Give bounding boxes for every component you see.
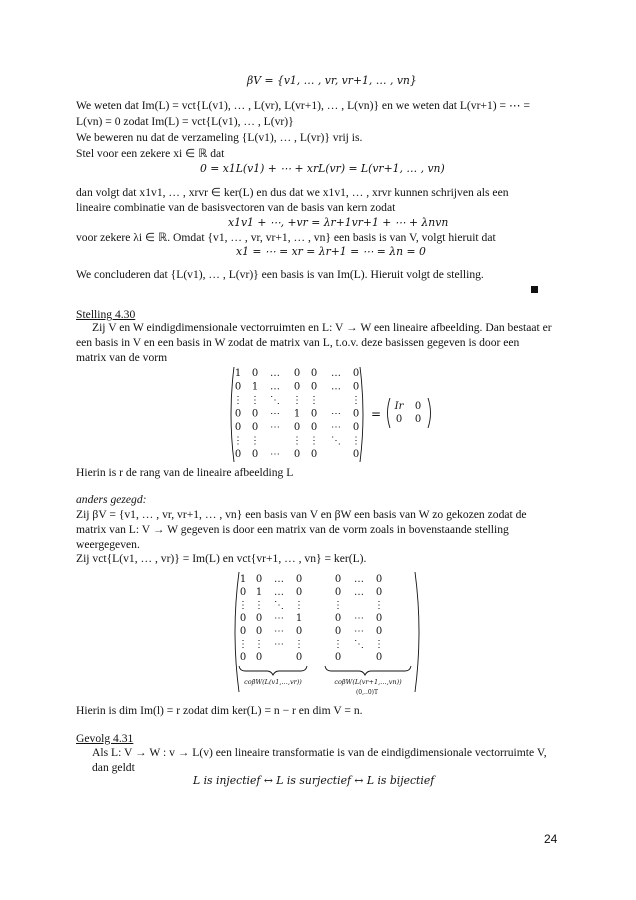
matrix-cell: ⋮ xyxy=(238,639,248,650)
text-line: We concluderen dat {L(v1), … , L(vr)} een basis is van Im(L). Hieruit volgt de stelling. xyxy=(76,268,484,281)
brace-label-right-sub: (0,..0)T xyxy=(355,689,379,696)
text-line: L(vn) = 0 zodat Im(L) = vct{L(v1), … , L(vr)} xyxy=(76,115,294,128)
matrix-cell: 0 xyxy=(293,381,301,393)
matrix-cell: 0 xyxy=(295,574,303,585)
matrix-cell: ⋯ xyxy=(274,639,284,650)
matrix-cell: ⋮ xyxy=(250,435,260,447)
text-line: Zij vct{L(v1, … , vr)} = Im(L) en vct{vr+1, … , vn} = ker(L). xyxy=(76,552,367,565)
matrix-cell: ⋯ xyxy=(270,449,280,460)
math-line: L is injectief ↔ L is surjectief ↔ L is bijectief xyxy=(193,774,435,787)
matrix-cell: 0 xyxy=(334,613,342,624)
matrix-anders-gezegd xyxy=(231,572,431,696)
block-cell: 0 xyxy=(395,414,403,425)
matrix-cell: 0 xyxy=(255,652,263,663)
text-line: dan volgt dat x1v1, … , xrvr ∈ ker(L) en dus dat we x1v1, … , xrvr kunnen schrijven als een xyxy=(76,186,509,199)
matrix-cell: ⋮ xyxy=(309,395,319,406)
math-line: x1v1 + ⋯, +vr = λr+1vr+1 + ⋯ + λnvn xyxy=(228,216,449,229)
text-line: Zij V en W eindigdimensionale vectorruimten en L: V → W een lineaire afbeelding. Dan bestaat er xyxy=(92,321,552,334)
matrix-cell: 0 xyxy=(310,422,318,433)
matrix-cell: 1 xyxy=(239,574,247,585)
text-line: dan geldt xyxy=(92,761,135,774)
text-line: Stel voor een zekere xi ∈ ℝ dat xyxy=(76,147,225,160)
matrix-cell: ⋮ xyxy=(294,600,304,611)
matrix-cell: 0 xyxy=(293,368,301,379)
block-cell: 0 xyxy=(414,414,422,425)
matrix-cell: 0 xyxy=(234,422,242,433)
matrix-cell: 0 xyxy=(375,652,383,663)
matrix-cell: 0 xyxy=(251,368,259,379)
left-paren xyxy=(235,572,239,692)
matrix-cell: … xyxy=(331,381,341,393)
text-line: matrix van de vorm xyxy=(76,351,168,364)
matrix-cell: ⋮ xyxy=(309,435,319,447)
rhs-left-paren xyxy=(388,398,391,428)
matrix-cell: ⋯ xyxy=(331,408,341,420)
matrix-cell: ⋮ xyxy=(233,395,243,406)
matrix-cell: ⋮ xyxy=(238,600,248,611)
matrix-cell: 0 xyxy=(239,652,247,663)
matrix-cell: ⋮ xyxy=(374,639,384,650)
matrix-cell: 0 xyxy=(251,422,259,433)
matrix-cell: ⋯ xyxy=(331,422,341,433)
block-cell: Ir xyxy=(394,401,404,412)
matrix-cell: 0 xyxy=(239,613,247,624)
matrix-cell: ⋮ xyxy=(250,395,260,406)
matrix-cell: 1 xyxy=(295,613,303,624)
matrix-cell: 0 xyxy=(255,613,263,624)
math-line: βV = {v1, … , vr, vr+1, … , vn} xyxy=(247,74,417,87)
matrix-cell: ⋱ xyxy=(274,600,284,611)
matrix-cell: ⋱ xyxy=(270,395,280,406)
matrix-cell: ⋱ xyxy=(331,435,341,447)
matrix-cell: ⋮ xyxy=(351,395,361,406)
matrix-cell: … xyxy=(354,574,364,585)
text-line: Als L: V → W : v → L(v) een lineaire transformatie is van de eindigdimensionale vectorruimte V, xyxy=(92,746,547,759)
right-paren xyxy=(415,572,419,692)
matrix-cell: 0 xyxy=(255,574,263,585)
matrix-cell: 0 xyxy=(295,587,303,598)
matrix-cell: 1 xyxy=(251,381,259,393)
matrix-cell: 0 xyxy=(295,626,303,637)
matrix-stelling xyxy=(228,366,438,466)
matrix-cell: 0 xyxy=(352,422,360,433)
matrix-cell: … xyxy=(354,587,364,598)
matrix-cell: ⋯ xyxy=(270,422,280,433)
underbrace-right xyxy=(325,666,411,675)
text-line: We weten dat Im(L) = vct{L(v1), … , L(vr), L(vr+1), … , L(vn)} en we weten dat L(vr+1) = ⋯ = xyxy=(76,99,530,112)
matrix-cell: ⋮ xyxy=(233,435,243,447)
brace-label-left: coβW(L(v1,…,vr)) xyxy=(244,678,302,686)
text-line: voor zekere λi ∈ ℝ. Omdat {v1, … , vr, vr+1, … , vn} een basis is van V, volgt hieruit dat xyxy=(76,231,496,244)
matrix-cell: 1 xyxy=(234,368,242,379)
matrix-cell: ⋮ xyxy=(351,435,361,447)
matrix-cell: 0 xyxy=(234,408,242,420)
underbrace-left xyxy=(239,666,307,675)
matrix-cell: 0 xyxy=(239,587,247,598)
matrix-cell: ⋮ xyxy=(333,639,343,650)
matrix-cell: ⋯ xyxy=(274,613,284,624)
section-heading: Gevolg 4.31 xyxy=(76,732,134,745)
matrix-cell: 1 xyxy=(255,587,263,598)
matrix-cell: 0 xyxy=(234,449,242,460)
matrix-cell: 0 xyxy=(310,408,318,420)
matrix-cell: 0 xyxy=(310,449,318,460)
rhs-right-paren xyxy=(428,398,431,428)
matrix-cell: … xyxy=(270,381,280,393)
text-line: Zij βV = {v1, … , vr, vr+1, … , vn} een basis van V en βW een basis van W zo gekozen zodat de xyxy=(76,508,527,521)
equals-sign: = xyxy=(370,407,382,421)
matrix-cell: ⋮ xyxy=(333,600,343,611)
matrix-cell: 0 xyxy=(375,613,383,624)
matrix-cell: ⋮ xyxy=(292,435,302,447)
page-number: 24 xyxy=(544,832,558,846)
matrix-cell: 1 xyxy=(293,408,301,420)
matrix-cell: ⋯ xyxy=(354,613,364,624)
matrix-cell: 0 xyxy=(352,368,360,379)
qed-square xyxy=(531,286,538,293)
matrix-cell: 0 xyxy=(375,574,383,585)
matrix-cell: 0 xyxy=(334,652,342,663)
matrix-cell: ⋯ xyxy=(354,626,364,637)
text-line: matrix van L: V → W gegeven is door een matrix van de vorm zoals in bovenstaande stelling xyxy=(76,523,509,536)
matrix-cell: 0 xyxy=(375,626,383,637)
matrix-cell: 0 xyxy=(334,574,342,585)
brace-label-right: coβW(L(vr+1,…,vn)) xyxy=(334,678,402,686)
math-line: x1 = ⋯ = xr = λr+1 = ⋯ = λn = 0 xyxy=(236,245,426,258)
text-line: Hierin is r de rang van de lineaire afbeelding L xyxy=(76,466,294,479)
matrix-cell: … xyxy=(274,587,284,598)
section-heading: Stelling 4.30 xyxy=(76,308,136,321)
matrix-cell: … xyxy=(270,368,280,379)
text-line: lineaire combinatie van de basisvectoren van de basis van kern zodat xyxy=(76,201,396,214)
matrix-cell: 0 xyxy=(334,626,342,637)
matrix-cell: ⋮ xyxy=(292,395,302,406)
matrix-cell: 0 xyxy=(352,449,360,460)
matrix-cell: 0 xyxy=(375,587,383,598)
matrix-cell: ⋮ xyxy=(254,639,264,650)
text-line: Hierin is dim Im(l) = r zodat dim ker(L) = n − r en dim V = n. xyxy=(76,704,363,717)
right-paren xyxy=(360,367,363,462)
matrix-cell: 0 xyxy=(234,381,242,393)
matrix-cell: 0 xyxy=(251,449,259,460)
left-paren xyxy=(231,367,234,462)
matrix-cell: ⋮ xyxy=(294,639,304,650)
block-cell: 0 xyxy=(414,401,422,412)
matrix-cell: 0 xyxy=(255,626,263,637)
text-line: We beweren nu dat de verzameling {L(v1), … , L(vr)} vrij is. xyxy=(76,131,363,144)
matrix-cell: ⋯ xyxy=(274,626,284,637)
matrix-cell: 0 xyxy=(334,587,342,598)
matrix-cell: ⋮ xyxy=(374,600,384,611)
text-line: anders gezegd: xyxy=(76,493,147,506)
matrix-cell: … xyxy=(331,368,341,379)
matrix-cell: 0 xyxy=(293,449,301,460)
matrix-cell: 0 xyxy=(239,626,247,637)
matrix-cell: … xyxy=(274,574,284,585)
math-line: 0 = x1L(v1) + ⋯ + xrL(vr) = L(vr+1, … , vn) xyxy=(200,162,445,175)
text-line: een basis in V en een basis in W zodat de matrix van L, t.o.v. deze basissen gegeven is door een xyxy=(76,336,520,349)
matrix-cell: 0 xyxy=(352,408,360,420)
text-line: weergegeven. xyxy=(76,538,140,551)
matrix-cell: 0 xyxy=(295,652,303,663)
matrix-cell: 0 xyxy=(310,368,318,379)
matrix-cell: 0 xyxy=(310,381,318,393)
matrix-cell: ⋯ xyxy=(270,408,280,420)
matrix-cell: 0 xyxy=(293,422,301,433)
matrix-cell: ⋱ xyxy=(354,639,364,650)
matrix-cell: 0 xyxy=(251,408,259,420)
matrix-cell: 0 xyxy=(352,381,360,393)
matrix-cell: ⋮ xyxy=(254,600,264,611)
